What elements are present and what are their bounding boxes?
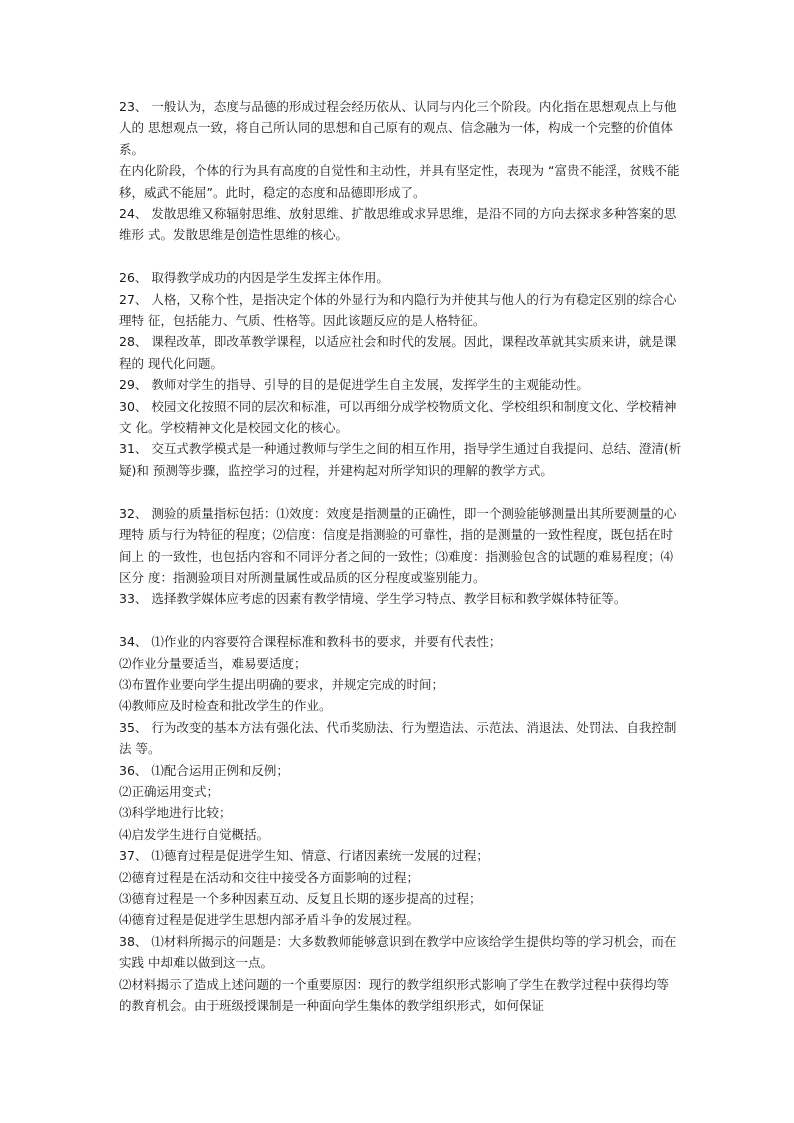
- paragraph: ⑷教师应及时检查和批改学生的作业。: [119, 698, 332, 714]
- paragraph: 33、 选择教学媒体应考虑的因素有教学情境、学生学习特点、教学目标和教学媒体特征等。: [119, 591, 627, 607]
- paragraph: 24、 发散思维又称辐射思维、放射思维、扩散思维或求异思维，是沿不同的方向去探求多种答案的思维形 式。发散思维是创造性思维的核心。: [119, 206, 677, 243]
- paragraph: ⑵材料揭示了造成上述问题的一个重要原因：现行的教学组织形式影响了学生在教学过程中获得均等 的教育机会。由于班级授课制是一种面向学生集体的教学组织形式，如何保证: [119, 976, 670, 1014]
- paragraph: ⑵德育过程是在活动和交往中接受各方面影响的过程；: [119, 869, 420, 885]
- paragraph: 31、 交互式教学模式是一种通过教师与学生之间的相互作用，指导学生通过自我提问、总结、澄清(析疑)和 预测等步骤，监控学习的过程，并建构起对所学知识的理解的教学方式。: [119, 441, 682, 478]
- paragraph: 30、 校园文化按照不同的层次和标准，可以再细分成学校物质文化、学校组织和制度文化、学校精神文 化。学校精神文化是校园文化的核心。: [119, 398, 677, 436]
- paragraph: 在内化阶段，个体的行为具有高度的自觉性和主动性，并具有坚定性，表现为 “富贵不能淫，贫贱不能 移，威武不能屈”。此时，稳定的态度和品德即形成了。: [119, 163, 680, 200]
- paragraph: 27、 人格，又称个性，是指决定个体的外显行为和内隐行为并使其与他人的行为有稳定区别的综合心理特 征，包括能力、气质、性格等。因此该题反应的是人格特征。: [119, 291, 677, 329]
- paragraph: 26、 取得教学成功的内因是学生发挥主体作用。: [119, 270, 389, 286]
- paragraph: 35、 行为改变的基本方法有强化法、代币奖励法、行为塑造法、示范法、消退法、处罚法、自我控制法 等。: [119, 719, 677, 757]
- paragraph: 32、 测验的质量指标包括：⑴效度：效度是指测量的正确性，即一个测验能够测量出其所要测量的心理特 质与行为特征的程度；⑵信度：信度是指测验的可靠性，指的是测量的一致性程度，既包括在时间上 的一致性，也包括内容和不同评分者之间的一致性；⑶难度：指测验包含的试题的难易程度；⑷区分 度：指测验项目对所测量属性或品质的区分程度或鉴别能力。: [119, 505, 677, 585]
- paragraph-spacer: [119, 246, 684, 267]
- paragraph-spacer: [119, 481, 684, 502]
- paragraph: ⑵作业分量要适当，难易要适度；: [119, 655, 307, 671]
- paragraph: ⑶德育过程是一个多种因素互动、反复且长期的逐步提高的过程；: [119, 890, 482, 906]
- document-body: [119, 96, 684, 1016]
- paragraph: ⑶布置作业要向学生提出明确的要求，并规定完成的时间；: [119, 676, 445, 692]
- paragraph: 34、 ⑴作业的内容要符合课程标准和教科书的要求，并要有代表性；: [119, 634, 502, 650]
- paragraph: 23、 一般认为，态度与品德的形成过程会经历依从、认同与内化三个阶段。内化指在思想观点上与他人的 思想观点一致，将自己所认同的思想和自己原有的观点、信念融为一体，构成一个完整的价值体系。: [119, 99, 677, 157]
- paragraph: 28、 课程改革，即改革教学课程，以适应社会和时代的发展。因此，课程改革就其实质来讲，就是课程的 现代化问题。: [119, 334, 677, 371]
- paragraph: 37、 ⑴德育过程是促进学生知、情意、行诸因素统一发展的过程；: [119, 848, 489, 864]
- paragraph-spacer: [119, 610, 684, 631]
- paragraph: ⑶科学地进行比较；: [119, 805, 232, 821]
- paragraph: 36、 ⑴配合运用正例和反例；: [119, 762, 289, 778]
- paragraph: ⑷启发学生进行自觉概括。: [119, 826, 270, 842]
- paragraph: ⑵正确运用变式；: [119, 783, 220, 799]
- paragraph: 38、 ⑴材料所揭示的问题是：大多数教师能够意识到在教学中应该给学生提供均等的学习机会，而在实践 中却难以做到这一点。: [119, 933, 677, 971]
- paragraph: 29、 教师对学生的指导、引导的目的是促进学生自主发展，发挥学生的主观能动性。: [119, 377, 589, 393]
- paragraph: ⑷德育过程是促进学生思想内部矛盾斗争的发展过程。: [119, 912, 420, 928]
